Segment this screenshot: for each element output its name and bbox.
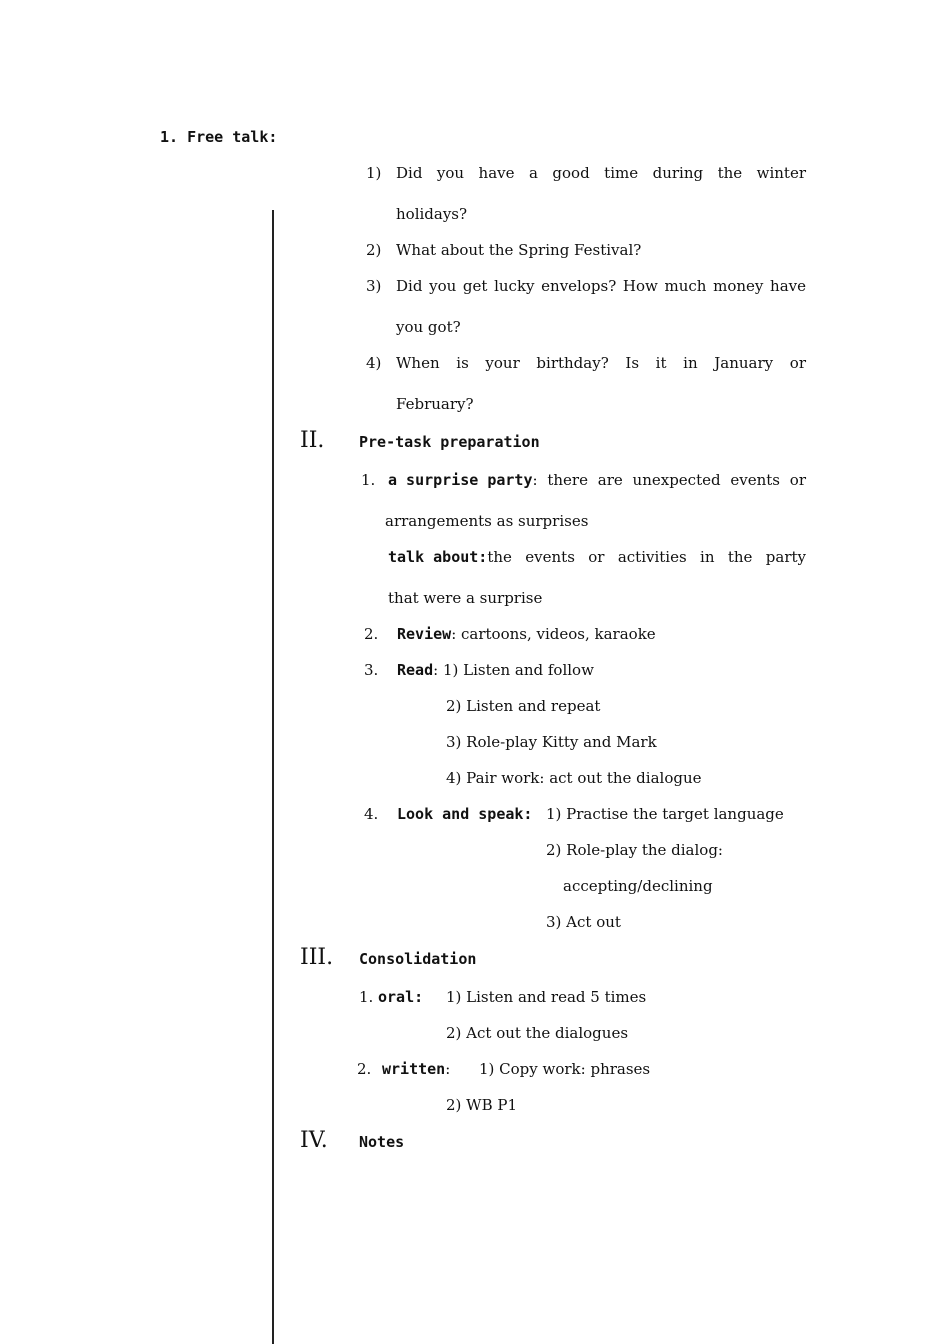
talk-about-line	[388, 548, 806, 566]
definition-cont: that were a surprise	[388, 589, 543, 607]
consolidation-subitem: 1) Copy work: phrases	[479, 1060, 651, 1078]
read-subitem: 3) Role-play Kitty and Mark	[446, 733, 657, 751]
item-number: 2.	[364, 625, 379, 643]
item-number: 2)	[366, 241, 382, 259]
read-subitem: 2) Listen and repeat	[446, 697, 601, 715]
free-talk-question-cont: you got?	[396, 318, 461, 336]
term: a surprise party	[388, 471, 533, 489]
item-number: 1.	[361, 471, 376, 489]
section-title: Notes	[359, 1133, 405, 1151]
read-line	[397, 661, 594, 679]
term: written	[382, 1060, 446, 1078]
item-number: 1)	[366, 164, 382, 182]
term: talk about:	[388, 548, 488, 566]
consolidation-subitem: 2) Act out the dialogues	[446, 1024, 629, 1042]
consolidation-subitem: 1) Listen and read 5 times	[446, 988, 647, 1006]
term: oral:	[378, 988, 424, 1006]
definition: : 1) Listen and follow	[433, 661, 594, 679]
item-number: 3.	[364, 661, 379, 679]
look-speak-subitem-cont: accepting/declining	[563, 877, 713, 895]
free-talk-question: Did you get lucky envelops? How much money have	[396, 277, 806, 295]
written-term	[382, 1060, 450, 1078]
free-talk-question-cont: holidays?	[396, 205, 468, 223]
colon: :	[445, 1060, 451, 1078]
section-title: Consolidation	[359, 950, 477, 968]
section-numeral: II.	[300, 428, 325, 453]
free-talk-question-cont: February?	[396, 395, 474, 413]
item-number: 4.	[364, 805, 379, 823]
section-numeral: III.	[300, 945, 334, 970]
surprise-party-line	[388, 471, 806, 489]
read-subitem: 4) Pair work: act out the dialogue	[446, 769, 702, 787]
free-talk-question: When is your birthday? Is it in January or	[396, 354, 806, 372]
vertical-rule	[272, 210, 274, 1344]
section-title: Pre-task preparation	[359, 433, 540, 451]
item-number: 1.	[359, 988, 374, 1006]
term: Review	[397, 625, 452, 643]
term: Read	[397, 661, 434, 679]
definition: : cartoons, videos, karaoke	[451, 625, 656, 643]
look-speak-subitem: 2) Role-play the dialog:	[546, 841, 723, 859]
definition: the events or activities in the party	[487, 548, 806, 566]
item-number: 2.	[357, 1060, 372, 1078]
definition-cont: arrangements as surprises	[385, 512, 589, 530]
section-free-talk-heading: 1. Free talk:	[160, 128, 278, 146]
item-number: 3)	[366, 277, 382, 295]
term: Look and speak:	[397, 805, 533, 823]
look-speak-subitem: 3) Act out	[546, 913, 621, 931]
item-number: 4)	[366, 354, 382, 372]
review-line	[397, 625, 656, 643]
free-talk-question: Did you have a good time during the winter	[396, 164, 806, 182]
consolidation-subitem: 2) WB P1	[446, 1096, 518, 1114]
definition: : there are unexpected events or	[532, 471, 806, 489]
free-talk-question: What about the Spring Festival?	[396, 241, 642, 259]
look-speak-subitem: 1) Practise the target language	[546, 805, 784, 823]
section-numeral: IV.	[300, 1128, 328, 1153]
